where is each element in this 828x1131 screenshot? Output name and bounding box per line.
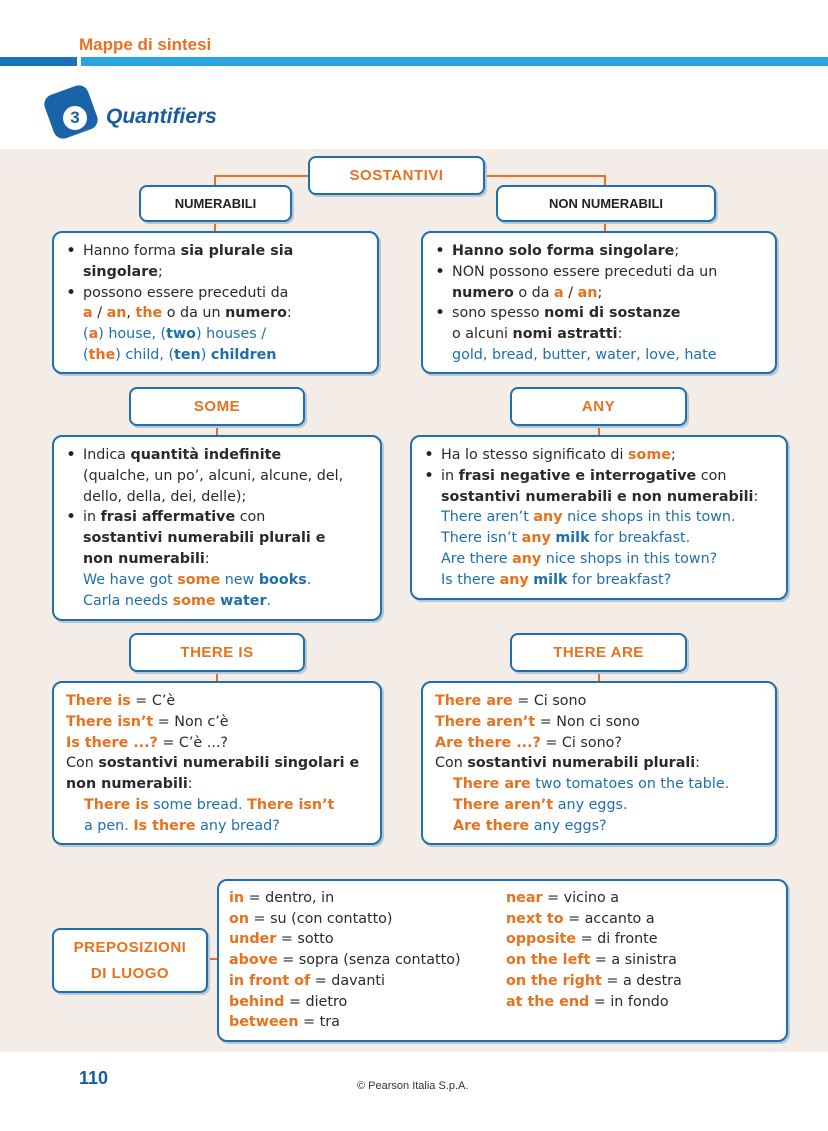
some-label: SOME <box>193 398 241 415</box>
header-bar-light <box>81 57 828 66</box>
page-title: Quantifiers <box>106 105 217 128</box>
numerabili-box: • Hanno forma sia plurale sia singolare; • possono essere preceduti da a / an, the o da un numero: (a) house, (two) houses / (the) child, (ten) children <box>52 231 379 374</box>
page-number: 110 <box>79 1068 109 1088</box>
section-label: Mappe di sintesi <box>79 35 212 54</box>
any-box: • Ha lo stesso significato di some; • in frasi negative e interrogative con sostantivi numerabili e non numerabili: There aren’t any nice shops in this town. There isn’t any milk for breakfast. Are there any nice shops in this town? Is there any milk for breakfast? <box>410 435 788 600</box>
preposizioni-label-line1: PREPOSIZIONI <box>73 938 187 956</box>
preposition-item: in = dentro, in <box>229 890 335 906</box>
some-heading <box>129 387 305 426</box>
prepositions-column-1 <box>229 888 461 1033</box>
there-is-label: THERE IS <box>180 644 254 661</box>
header-bar-dark <box>0 57 77 66</box>
preposizioni-label-line2: DI LUOGO <box>90 964 170 982</box>
prepositions-column-2 <box>506 888 682 1012</box>
preposition-item: near = vicino a <box>506 890 620 906</box>
there-are-label: THERE ARE <box>553 644 644 661</box>
preposition-item: above = sopra (senza contatto) <box>229 952 461 969</box>
preposition-item: under = sotto <box>229 931 334 948</box>
numerabili-label: NUMERABILI <box>174 196 257 211</box>
connector-line <box>214 175 309 177</box>
preposition-item: in front of = davanti <box>229 972 385 989</box>
preposition-item: next to = accanto a <box>506 910 655 927</box>
some-box: • Indica quantità indefinite (qualche, un po’, alcuni, alcune, del, dello, della, dei, delle); • in frasi affermative con sostantivi numerabili plurali e non numerabili: We have got some new books. Carla needs some water. <box>52 435 382 621</box>
there-is-box: There is = C’è There isn’t = Non c’è Is there ...? = C’è ...? Con sostantivi numerabili singolari e non numerabili: There is some bread. There isn’t a pen. Is there any bread? <box>52 681 382 845</box>
there-is-heading <box>129 633 305 672</box>
any-label: ANY <box>581 398 616 415</box>
preposizioni-heading <box>52 928 208 993</box>
sostantivi-label: SOSTANTIVI <box>349 167 444 184</box>
preposition-item: behind = dietro <box>229 993 348 1010</box>
non-numerabili-examples: gold, bread, butter, water, love, hate <box>452 346 717 363</box>
connector-line <box>484 175 606 177</box>
non-numerabili-heading <box>496 185 716 222</box>
preposition-item: on the right = a destra <box>506 972 682 989</box>
numerabili-heading <box>139 185 292 222</box>
non-numerabili-box: • Hanno solo forma singolare; • NON possono essere preceduti da un numero o da a / an; • sono spesso nomi di sostanze o alcuni nomi astratti: gold, bread, butter, water, love, hate <box>421 231 777 374</box>
non-numerabili-label: NON NUMERABILI <box>548 196 664 211</box>
any-heading <box>510 387 687 426</box>
preposition-item: on = su (con contatto) <box>229 910 393 927</box>
preposition-item: at the end = in fondo <box>506 993 669 1010</box>
there-are-heading <box>510 633 687 672</box>
section-number: 3 <box>63 106 87 130</box>
copyright: © Pearson Italia S.p.A. <box>357 1080 469 1092</box>
sostantivi-heading <box>308 156 485 195</box>
preposition-item: opposite = di fronte <box>506 931 658 948</box>
preposition-item: on the left = a sinistra <box>506 952 677 969</box>
preposition-item: between = tra <box>229 1014 340 1031</box>
there-are-box: There are = Ci sono There aren’t = Non ci sono Are there ...? = Ci sono? Con sostantivi numerabili plurali: There are two tomatoes on the table. There aren’t any eggs. Are there any eggs? <box>421 681 777 845</box>
